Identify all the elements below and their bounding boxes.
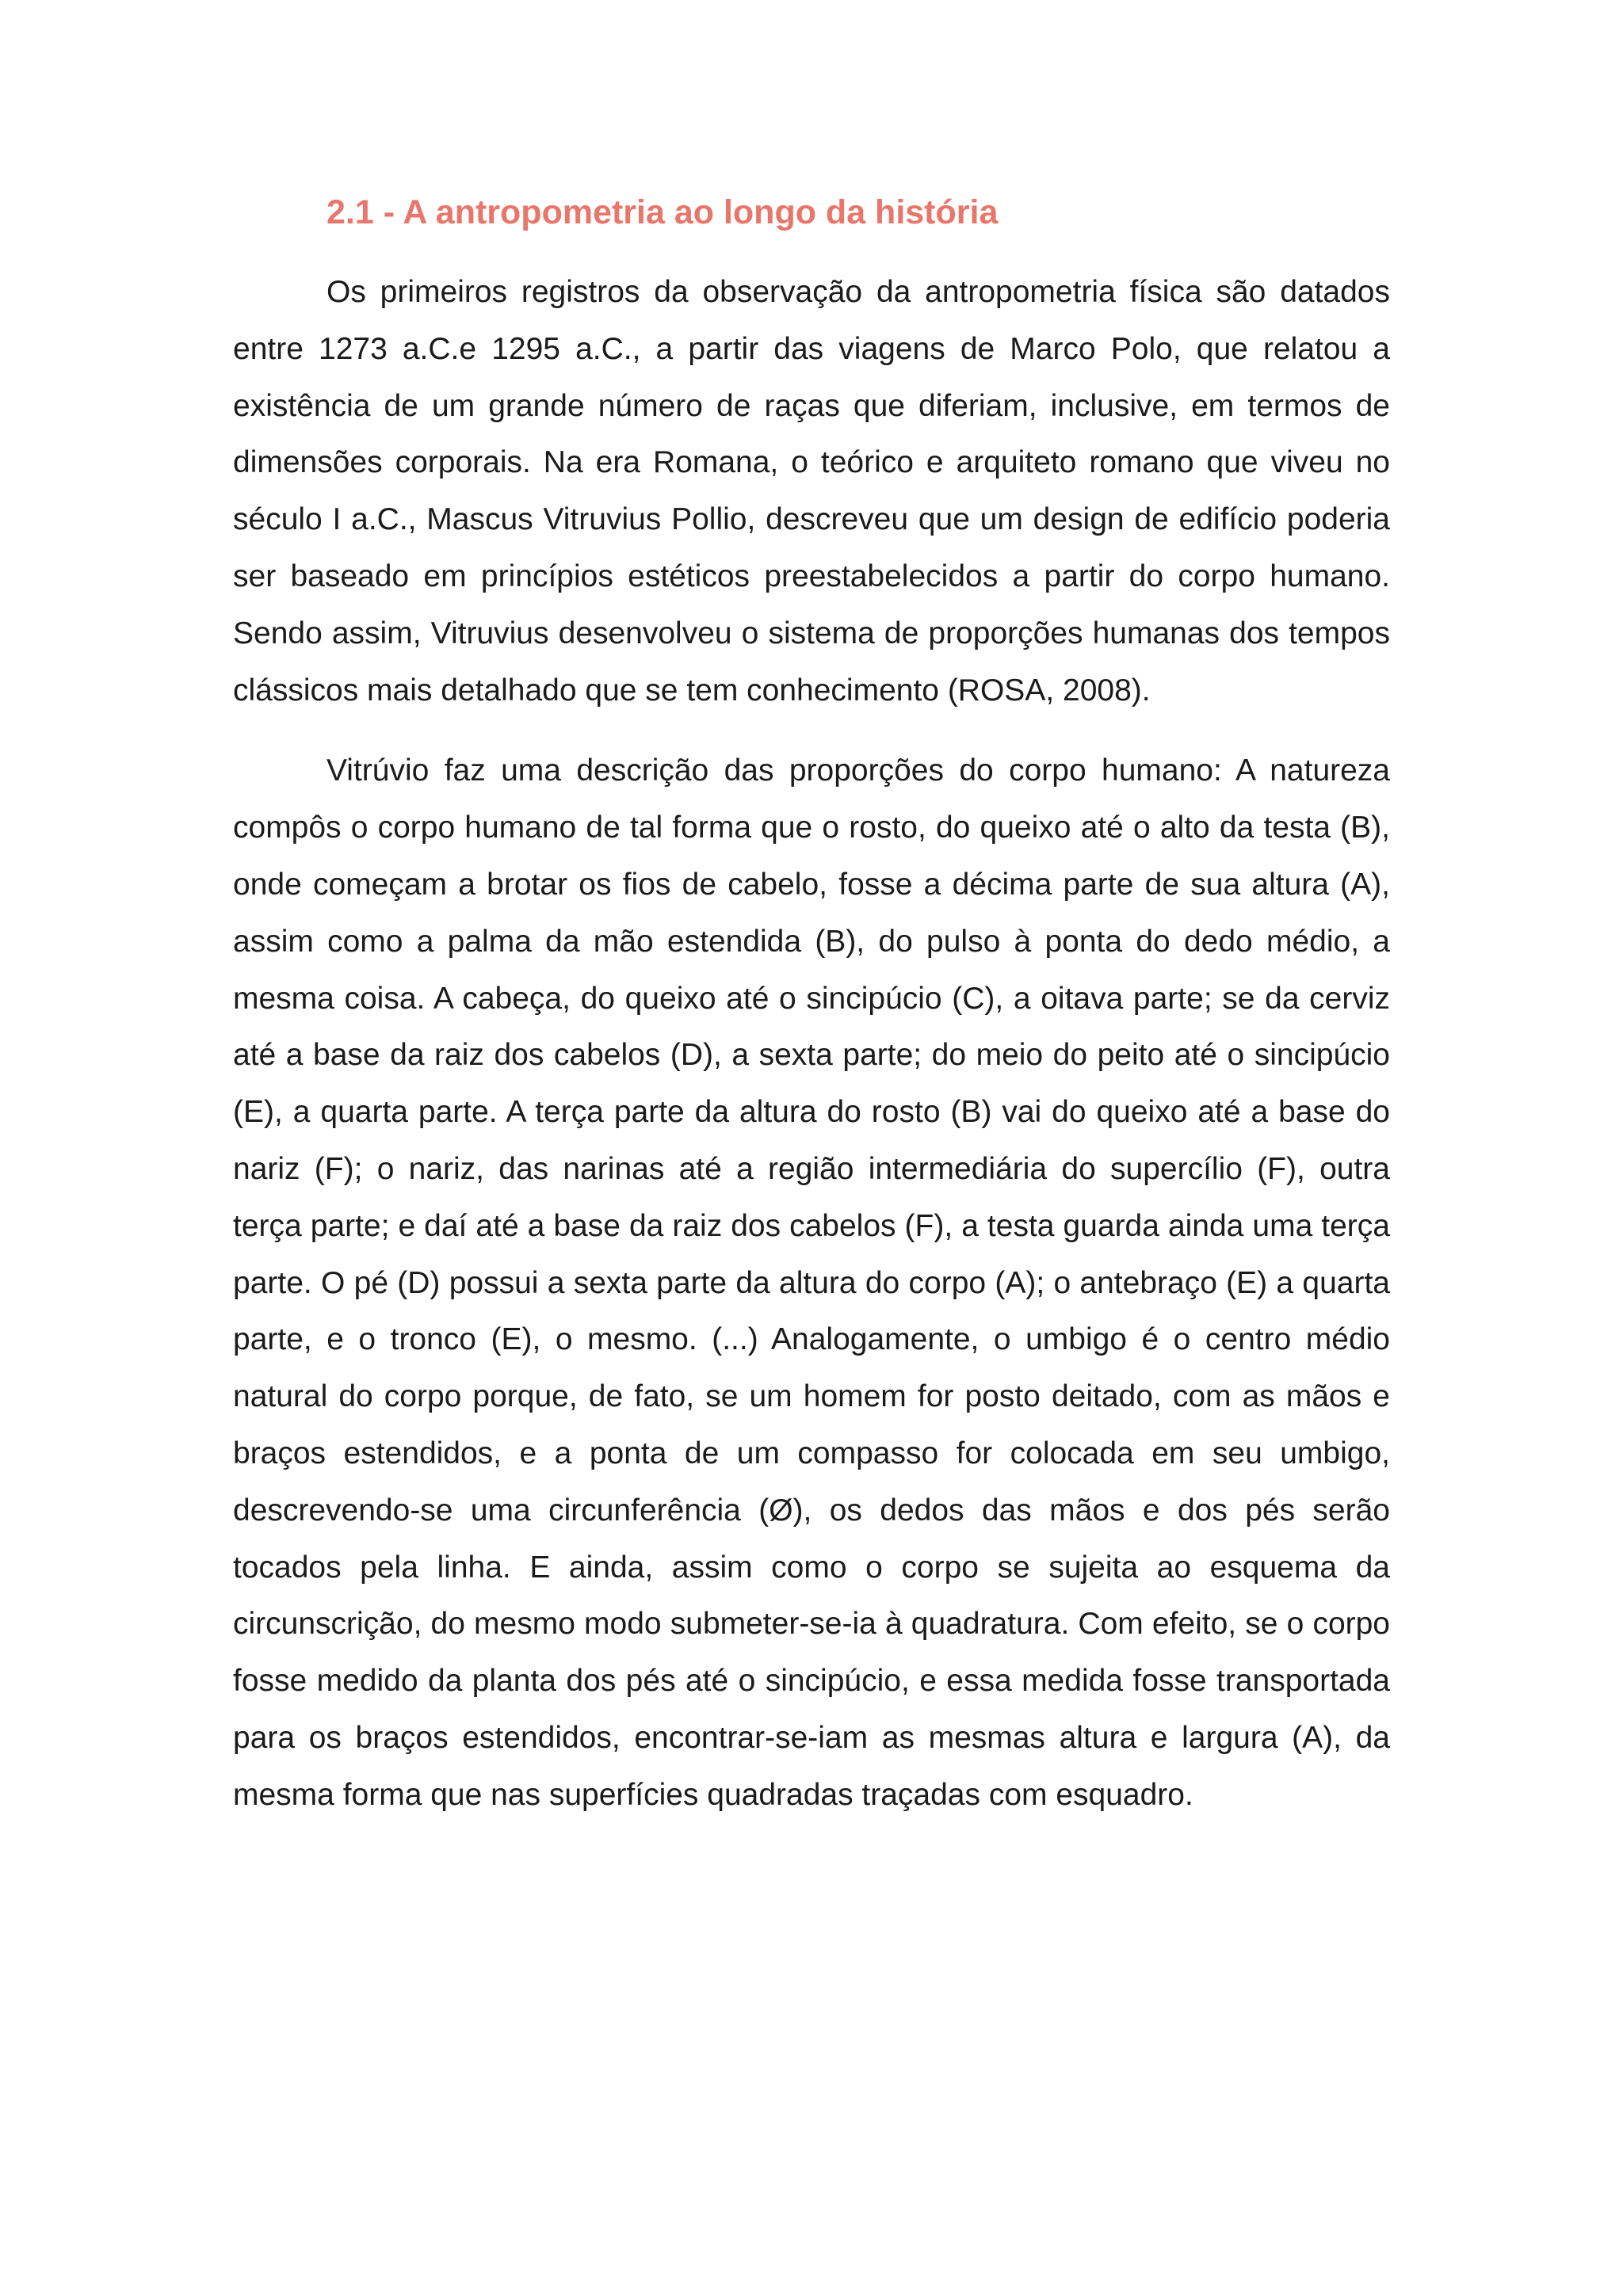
document-content [233, 189, 1390, 1824]
paragraph-history: Os primeiros registros da observação da antropometria física são datados entre 1273 a.C.e 1295 a.C., a partir das viagens de Marco Polo, que relatou a existência de um grande número de raças que diferiam, inclusive, em termos de dimensões corporais. Na era Romana, o teórico e arquiteto romano que viveu no século I a.C., Mascus Vitruvius Pollio, descreveu que um design de edifício poderia ser baseado em princípios estéticos preestabelecidos a partir do corpo humano. Sendo assim, Vitruvius desenvolveu o sistema de proporções humanas dos tempos clássicos mais detalhado que se tem conhecimento (ROSA, 2008). [233, 275, 1390, 707]
paragraph-vitruvius-proportions: Vitrúvio faz uma descrição das proporções do corpo humano: A natureza compôs o corpo humano de tal forma que o rosto, do queixo até o alto da testa (B), onde começam a brotar os fios de cabelo, fosse a décima parte de sua altura (A), assim como a palma da mão estendida (B), do pulso à ponta do dedo médio, a mesma coisa. A cabeça, do queixo até o sincipúcio (C), a oitava parte; se da cerviz até a base da raiz dos cabelos (D), a sexta parte; do meio do peito até o sincipúcio (E), a quarta parte. A terça parte da altura do rosto (B) vai do queixo até a base do nariz (F); o nariz, das narinas até a região intermediária do supercílio (F), outra terça parte; e daí até a base da raiz dos cabelos (F), a testa guarda ainda uma terça parte. O pé (D) possui a sexta parte da altura do corpo (A); o antebraço (E) a quarta parte, e o tronco (E), o mesmo. (...) Analogamente, o umbigo é o centro médio natural do corpo porque, de fato, se um homem for posto deitado, com as mãos e braços estendidos, e a ponta de um compasso for colocada em seu umbigo, descrevendo-se uma circunferência (Ø), os dedos das mãos e dos pés serão tocados pela linha. E ainda, assim como o corpo se sujeita ao esquema da circunscrição, do mesmo modo submeter-se-ia à quadratura. Com efeito, se o corpo fosse medido da planta dos pés até o sincipúcio, e essa medida fosse transportada para os braços estendidos, encontrar-se-iam as mesmas altura e largura (A), da mesma forma que nas superfícies quadradas traçadas com esquadro. [233, 753, 1390, 1812]
section-title: 2.1 - A antropometria ao longo da história [327, 193, 999, 231]
